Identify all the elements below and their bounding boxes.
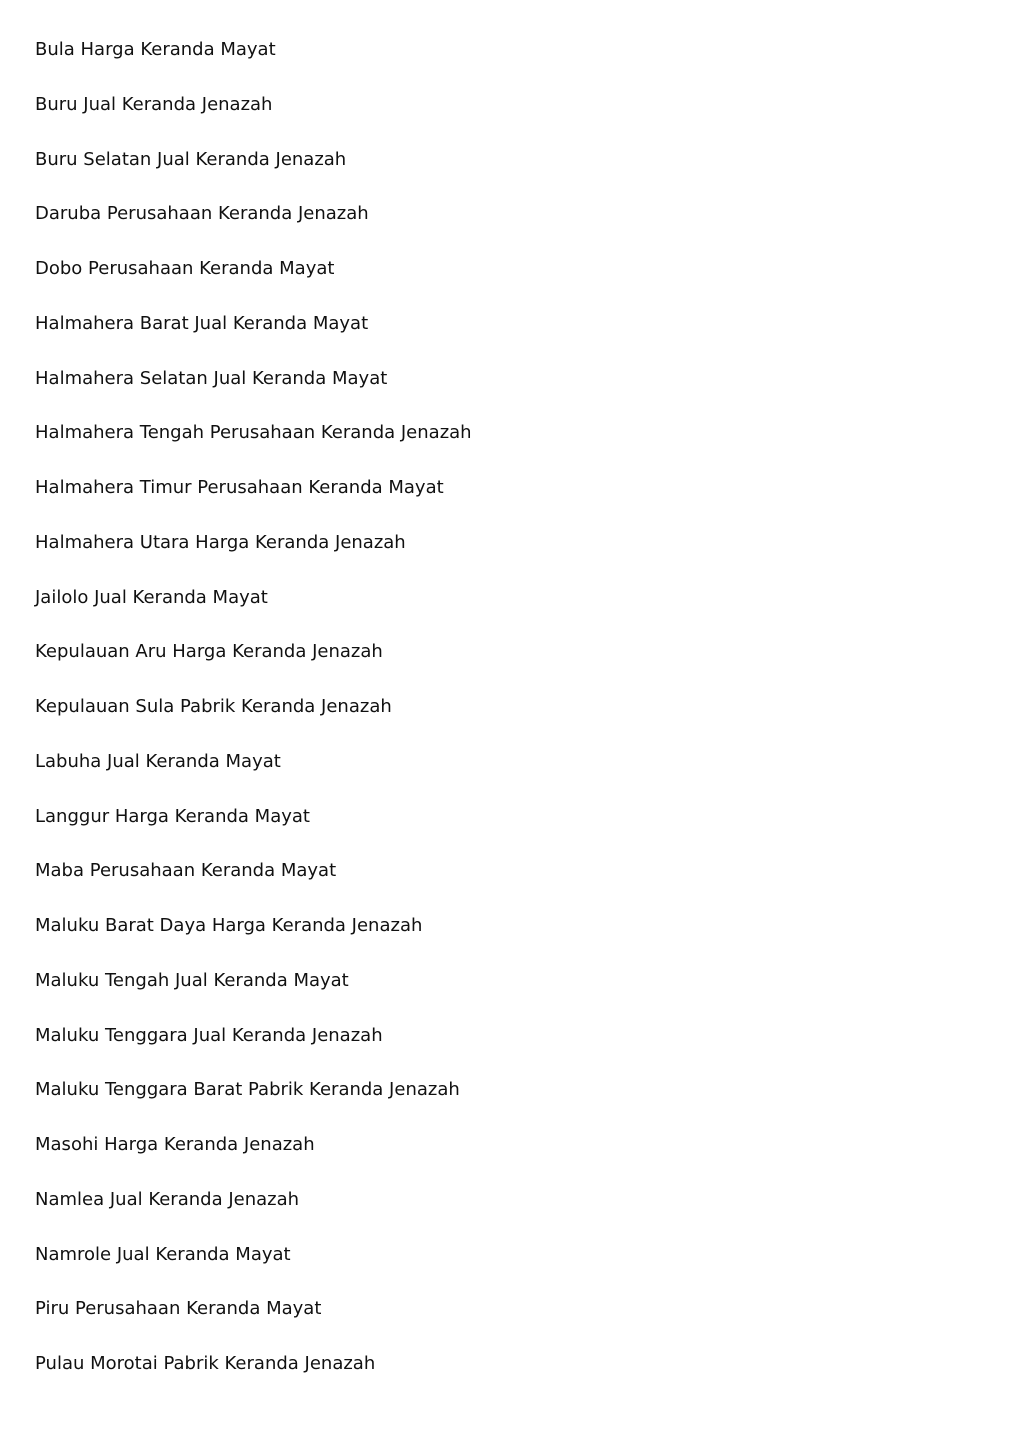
list-item: Dobo Perusahaan Keranda Mayat xyxy=(35,258,335,279)
list-item: Halmahera Utara Harga Keranda Jenazah xyxy=(35,531,406,553)
list-item: Daruba Perusahaan Keranda Jenazah xyxy=(35,203,369,225)
list-item: Langgur Harga Keranda Mayat xyxy=(35,805,310,827)
list-item: Namrole Jual Keranda Mayat xyxy=(35,1243,291,1265)
list-item: Namlea Jual Keranda Jenazah xyxy=(35,1188,300,1210)
list-item: Buru Selatan Jual Keranda Jenazah xyxy=(35,148,347,170)
list-item: Labuha Jual Keranda Mayat xyxy=(35,750,281,772)
list-item: Kepulauan Sula Pabrik Keranda Jenazah xyxy=(35,696,392,717)
list-item: Buru Jual Keranda Jenazah xyxy=(35,93,273,115)
list-item: Bula Harga Keranda Mayat xyxy=(35,39,276,60)
list-item: Maluku Tenggara Barat Pabrik Keranda Jenazah xyxy=(35,1079,460,1101)
list-item: Pulau Morotai Pabrik Keranda Jenazah xyxy=(35,1353,376,1374)
list-item: Maba Perusahaan Keranda Mayat xyxy=(35,860,337,882)
list-item: Piru Perusahaan Keranda Mayat xyxy=(35,1298,322,1320)
list-item: Masohi Harga Keranda Jenazah xyxy=(35,1134,315,1155)
list-item: Halmahera Selatan Jual Keranda Mayat xyxy=(35,367,388,389)
list-item: Kepulauan Aru Harga Keranda Jenazah xyxy=(35,641,383,663)
keyword-list xyxy=(35,36,472,1405)
list-item: Halmahera Timur Perusahaan Keranda Mayat xyxy=(35,477,444,498)
list-item: Maluku Barat Daya Harga Keranda Jenazah xyxy=(35,915,423,936)
list-item: Jailolo Jual Keranda Mayat xyxy=(35,586,268,608)
list-item: Maluku Tengah Jual Keranda Mayat xyxy=(35,969,349,991)
list-item: Maluku Tenggara Jual Keranda Jenazah xyxy=(35,1024,383,1046)
list-item: Halmahera Tengah Perusahaan Keranda Jenazah xyxy=(35,422,472,444)
list-item: Halmahera Barat Jual Keranda Mayat xyxy=(35,312,369,334)
